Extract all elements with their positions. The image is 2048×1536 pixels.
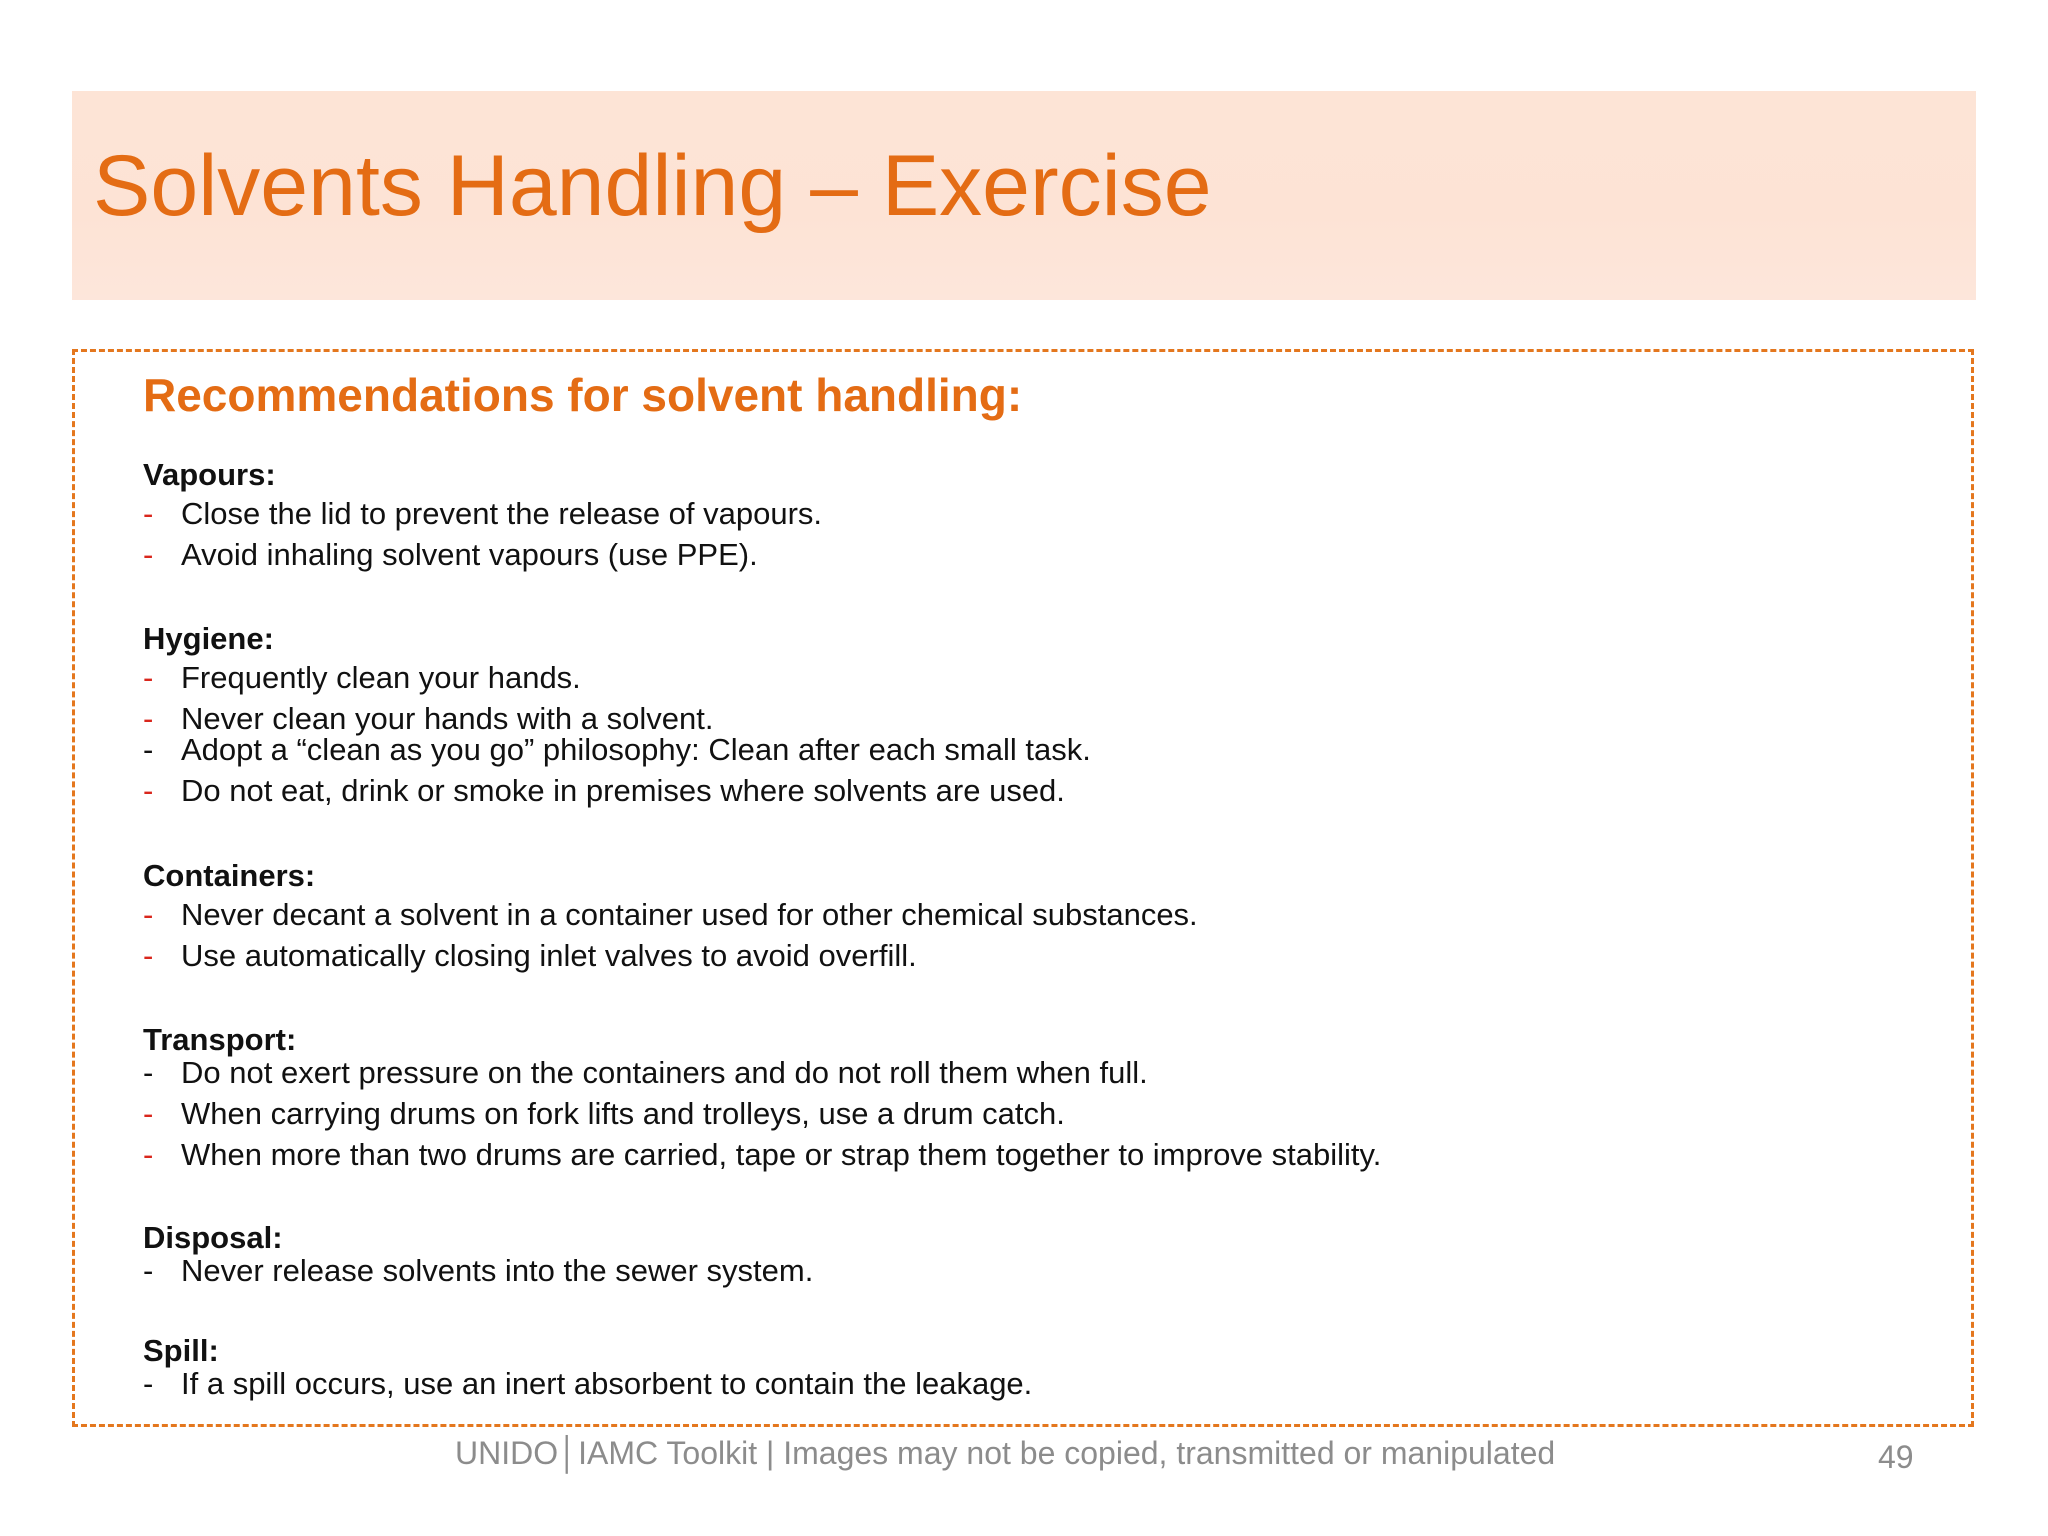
section-title: Disposal: (143, 1220, 283, 1255)
dash-bullet: - (143, 660, 154, 695)
dash-bullet: - (143, 897, 154, 932)
list-item (143, 940, 1923, 971)
section-title: Hygiene: (143, 621, 274, 656)
dash-bullet: - (143, 732, 154, 767)
recommendations-box (72, 349, 1974, 1427)
dash-bullet: - (143, 496, 154, 531)
section-disposal (143, 1222, 1923, 1286)
list-item (143, 899, 1923, 930)
page-number: 49 (1878, 1439, 1914, 1475)
list-item (143, 1057, 1923, 1088)
footer-text: UNIDO│IAMC Toolkit | Images may not be copied, transmitted or manipulated (455, 1435, 1556, 1471)
dash-bullet: - (143, 938, 154, 973)
section-containers (143, 860, 1923, 971)
list-item (143, 539, 1923, 570)
section-transport (143, 1024, 1923, 1170)
list-item-text: Never release solvents into the sewer system. (181, 1253, 814, 1288)
list-item (143, 498, 1923, 529)
list-item (143, 775, 1923, 806)
list-item-text: Avoid inhaling solvent vapours (use PPE). (181, 537, 758, 572)
list-item (143, 1098, 1923, 1129)
section-vapours (143, 459, 1923, 570)
dash-bullet: - (143, 1366, 154, 1401)
dash-bullet: - (143, 537, 154, 572)
list-item (143, 703, 1923, 734)
section-title: Vapours: (143, 457, 276, 492)
list-item-text: When carrying drums on fork lifts and trolleys, use a drum catch. (181, 1096, 1065, 1131)
list-item (143, 734, 1923, 765)
dash-bullet: - (143, 1096, 154, 1131)
list-item-text: When more than two drums are carried, tape or strap them together to improve stability. (181, 1137, 1382, 1172)
dash-bullet: - (143, 701, 154, 736)
section-hygiene (143, 623, 1923, 806)
dash-bullet: - (143, 1137, 154, 1172)
section-title: Transport: (143, 1022, 297, 1057)
list-item-text: If a spill occurs, use an inert absorbent to contain the leakage. (181, 1366, 1033, 1401)
dash-bullet: - (143, 773, 154, 808)
section-title: Spill: (143, 1333, 219, 1368)
list-item-text: Adopt a “clean as you go” philosophy: Clean after each small task. (181, 732, 1091, 767)
section-spill (143, 1335, 1923, 1399)
list-item-text: Frequently clean your hands. (181, 660, 581, 695)
list-item (143, 1255, 1923, 1286)
list-item-text: Use automatically closing inlet valves to avoid overfill. (181, 938, 917, 973)
recommendations-heading: Recommendations for solvent handling: (143, 369, 1023, 421)
slide-title: Solvents Handling – Exercise (93, 138, 1212, 234)
list-item-text: Do not eat, drink or smoke in premises where solvents are used. (181, 773, 1065, 808)
list-item-text: Do not exert pressure on the containers and do not roll them when full. (181, 1055, 1148, 1090)
list-item (143, 662, 1923, 693)
section-title: Containers: (143, 858, 316, 893)
title-band (72, 91, 1976, 300)
dash-bullet: - (143, 1055, 154, 1090)
dash-bullet: - (143, 1253, 154, 1288)
list-item (143, 1368, 1923, 1399)
list-item-text: Close the lid to prevent the release of vapours. (181, 496, 823, 531)
list-item-text: Never clean your hands with a solvent. (181, 701, 714, 736)
list-item (143, 1139, 1923, 1170)
list-item-text: Never decant a solvent in a container used for other chemical substances. (181, 897, 1198, 932)
